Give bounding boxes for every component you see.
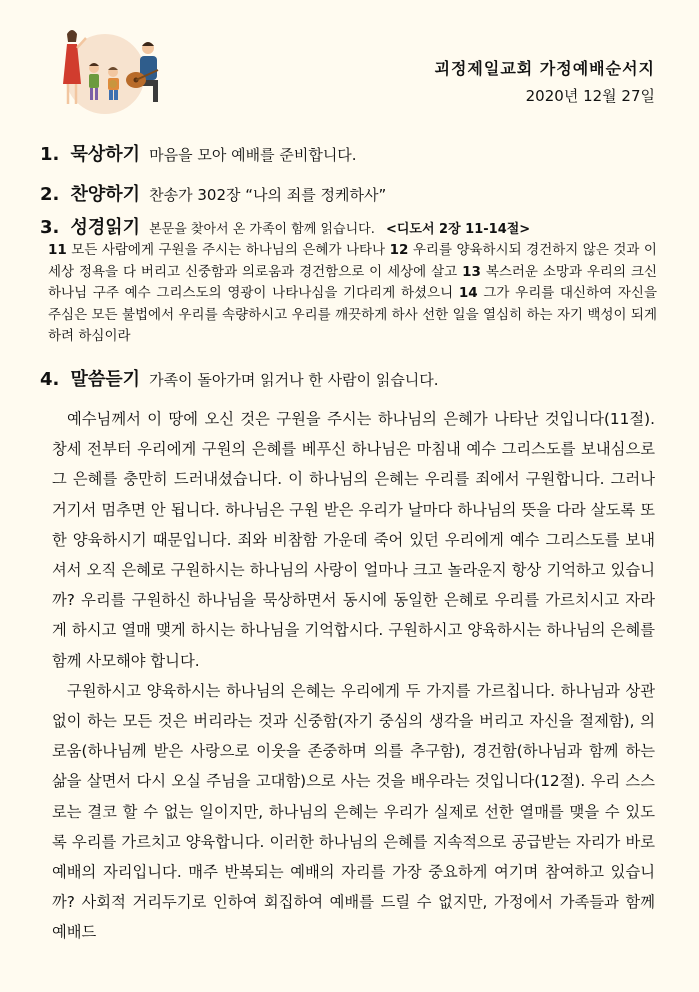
verse-number: 13 xyxy=(462,263,481,280)
header xyxy=(435,56,656,106)
section-number: 1. xyxy=(40,144,60,165)
section-number: 3. xyxy=(40,217,60,238)
verse-text: 그가 우리를 대신하여 자신을 주심은 모든 불법에서 우리를 속량하시고 우리를 깨끗하게 하사 선한 일을 열심히 하는 자기 백성이 되게 하려 하심이라 xyxy=(48,285,658,345)
section-title: 찬양하기 xyxy=(70,184,141,205)
verse-number: 12 xyxy=(389,242,409,258)
service-date: 2020년 12월 27일 xyxy=(525,87,655,105)
section-title: 성경읽기 xyxy=(70,217,141,238)
section-description: 찬송가 302장 “나의 죄를 정케하사” xyxy=(149,186,387,204)
section-1 xyxy=(40,140,659,166)
sermon-paragraph: 예수님께서 이 땅에 오신 것은 구원을 주시는 하나님의 은혜가 나타난 것입니다(11절). 창세 전부터 우리에게 구원의 은혜를 베푸신 하나님은 마침내 예수 그리스도를 보내심으로 그 은혜를 충만히 드러내셨습니다. 이 하나님의 은혜는 우리를 죄에서 구원합니다. 그러나 거기서 멈추면 안 됩니다. 하나님은 구원 받은 우리가 날마다 하나님의 뜻을 다라 살도록 또한 양육하시기 때문입니다. 죄와 비참함 가운데 죽어 있던 우리에게 예수 그리스도를 보내셔서 오직 은혜로 구원하시는 하나님의 사랑이 얼마나 크고 놀라운지 항상 기억하고 있습니까? 우리를 구원하신 하나님을 묵상하면서 동시에 동일한 은혜로 우리를 가르치시고 자라게 하시고 열매 맺게 하시는 하나님을 기억합시다. 구원하시고 양육하시는 하나님의 은혜를 함께 사모해야 합니다. xyxy=(52,410,655,670)
section-2 xyxy=(40,180,659,206)
scripture-passage xyxy=(48,240,657,348)
section-description: 본문을 찾아서 온 가족이 함께 읽습니다. xyxy=(149,222,375,237)
scripture-reference: <디도서 2장 11-14절> xyxy=(385,222,531,237)
verse-text: 복스러운 소망과 우리의 크신 하나님 구주 예수 그리스도의 영광이 나타나심을 기다리게 하셨으니 xyxy=(48,263,657,302)
section-title: 묵상하기 xyxy=(70,144,141,165)
sermon-paragraph: 구원하시고 양육하시는 하나님의 은혜는 우리에게 두 가지를 가르칩니다. 하나님과 상관 없이 하는 모든 것은 버리라는 것과 신중함(자기 중심의 생각을 버리고 자신을 절제함), 의로움(하나님께 받은 사랑으로 이웃을 존중하며 의를 추구함), 경건함(하나님과 함께 하는 삶을 살면서 다시 오실 주님을 고대함)으로 사는 것을 배우라는 것입니다(12절). 우리 스스로는 결코 할 수 없는 일이지만, 하나님의 은혜는 우리가 실제로 선한 열매를 맺을 수 있도록 우리를 가르치고 양육합니다. 이러한 하나님의 은혜를 지속적으로 공급받는 자리가 바로 예배의 자리입니다. 매주 반복되는 예배의 자리를 가장 중요하게 여기며 참여하고 있습니까? 사회적 거리두기로 인하여 회집하여 예배를 드릴 수 없지만, 가정에서 가족들과 함께 예배드 xyxy=(52,681,655,942)
section-description: 가족이 돌아가며 읽거나 한 사람이 읽습니다. xyxy=(149,371,439,389)
verse-number: 11 xyxy=(48,242,67,258)
section-title: 말씀듣기 xyxy=(70,369,141,390)
verse-number: 14 xyxy=(458,285,478,302)
section-number: 4. xyxy=(40,369,60,390)
section-4 xyxy=(40,365,659,391)
sermon-body xyxy=(52,404,655,948)
family-illustration xyxy=(50,22,170,118)
section-number: 2. xyxy=(40,184,60,205)
section-3 xyxy=(40,213,659,239)
verse-text: 모든 사람에게 구원을 주시는 하나님의 은혜가 나타나 xyxy=(71,242,386,258)
church-title: 괴정제일교회 가정예배순서지 xyxy=(434,59,655,78)
section-description: 마음을 모아 예배를 준비합니다. xyxy=(149,146,357,164)
verse-text: 우리를 양육하시되 경건하지 않은 것과 이 세상 정욕을 다 버리고 신중함과 의로움과 경건함으로 이 세상에 살고 xyxy=(48,242,657,280)
